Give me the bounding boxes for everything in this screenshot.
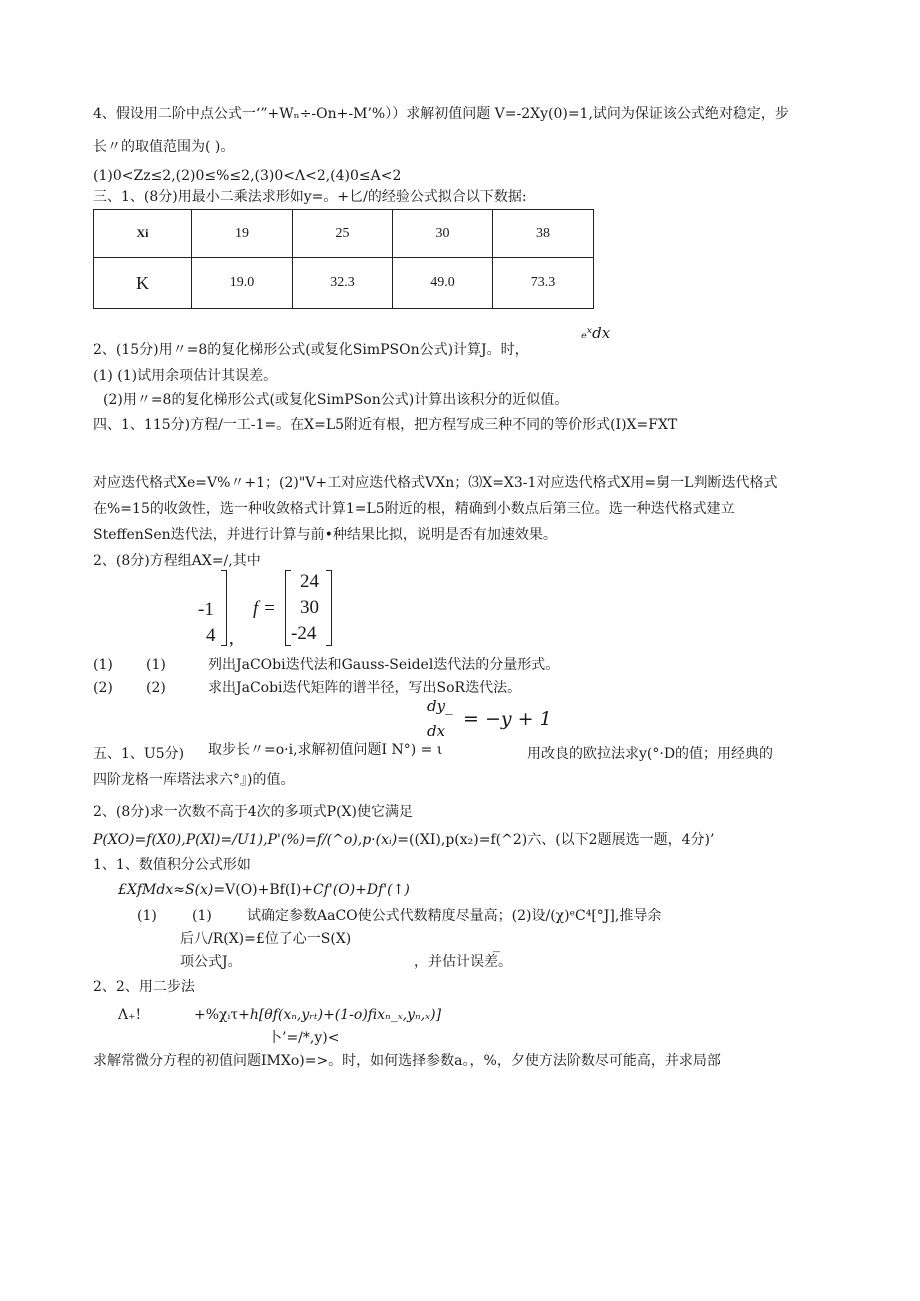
s6-q1-part1-text: 试确定参数AaCO使公式代数精度尽量高；(2)设/(χ)ᵉC⁴[°J],推导余 xyxy=(247,908,662,924)
s4-q2-part2-num2: (2) xyxy=(146,680,166,696)
s6-q1-dash: _ xyxy=(493,937,500,953)
s5-q2-conditions xyxy=(93,831,714,849)
s4-q2-part1-num: (1) xyxy=(93,657,113,673)
s6-q2-formula xyxy=(194,1006,441,1024)
table-row xyxy=(94,210,594,258)
matrix-comma: , xyxy=(229,628,234,649)
s4-q1-title: 四、1、115分)方程/一工-1=。在X=L5附近有根，把方程写成三种不同的等价形式(I)X=FXT xyxy=(93,417,678,433)
table-row xyxy=(94,258,594,309)
integral-integrand: ₑˣdx xyxy=(581,324,611,342)
s6-q2-formula-d: 卜’=/*,y)< xyxy=(268,1030,340,1046)
table-cell: 49.0 xyxy=(393,258,493,309)
vector-f-entry: 24 xyxy=(300,571,319,592)
s6-q1-title: 1、1、数值积分公式形如 xyxy=(93,857,251,873)
s5-q1-text-2: 用改良的欧拉法求y(°·D的值；用经典的 xyxy=(527,746,774,762)
table-cell: 19.0 xyxy=(192,258,293,309)
s4-q1-para-3: SteffenSen迭代法，并进行计算与前•种结果比拟，说明是否有加速效果。 xyxy=(93,527,557,543)
s6-q1-remainder: 后八/R(X)=£位了心一S(X) xyxy=(180,931,352,947)
vector-f-label: f = xyxy=(253,598,276,619)
table-cell: 25 xyxy=(293,210,393,258)
s3-q2-part1: (1) (1)试用余项估计其误差。 xyxy=(93,368,278,384)
s4-q1-para-2: 在%=15的收敛性，选一种收敛格式计算1=L5附近的根，精确到小数点后第三位。选一种迭代格式建立 xyxy=(93,501,735,517)
s6-q1-formula xyxy=(118,881,410,899)
vector-f-entry: -24 xyxy=(291,623,317,644)
table-cell: 32.3 xyxy=(293,258,393,309)
ode-rhs: = −y + 1 xyxy=(463,708,552,730)
s4-q2-title: 2、(8分)方程组AX=/,其中 xyxy=(93,553,261,569)
s6-q2-formula-c: h[θf(xₙ,yᵣₜ)+(1-o)fixₙ_ₓ,yₙ,ₓ)] xyxy=(249,1007,442,1023)
s5-q1-text-3: 四阶龙格一库塔法求六°』)的值。 xyxy=(93,772,295,788)
s4-q2-part1-text: 列出JaCObi迭代法和Gauss-Seidel迭代法的分量形式。 xyxy=(208,657,560,673)
s6-q1-formula-a: £XfMdx≈S(x)= xyxy=(118,882,226,898)
ode-dx: dx xyxy=(427,722,446,740)
q4-line-1: 4、假设用二阶中点公式一‘”+Wₙ÷-On+-M’%））求解初值问题 V=-2Xy(0)=1,试问为保证该公式绝对稳定，步 xyxy=(93,106,789,122)
s3-q2-part2: (2)用〃=8的复化梯形公式(或复化SimPSon公式)计算出该积分的近似值。 xyxy=(103,392,569,408)
matrix-a-entry: 4 xyxy=(206,625,216,646)
s6-q1-part1-num2: (1) xyxy=(192,908,212,924)
table-cell: 73.3 xyxy=(493,258,594,309)
s5-q1-label: 五、1、U5分) xyxy=(93,746,185,762)
s6-q1-remainder-3: ，并估计误差。 xyxy=(414,954,512,970)
matrix-a-right-bracket xyxy=(221,570,227,646)
s6-q2-formula-b: +%χᵢτ+ xyxy=(194,1007,250,1023)
table-cell: 38 xyxy=(493,210,594,258)
s6-q2-last-line: 求解常微分方程的初值问题IMXo)=>。时，如何选择参数a。，%，夕使方法阶数尽可能高，并求局部 xyxy=(93,1053,721,1069)
matrix-a-entry: -1 xyxy=(198,599,214,620)
s4-q1-para-1: 对应迭代格式Xe=V%〃+1；(2)"V+工对应迭代格式VXn；⑶X=X3-1对应迭代格式X用=舅一L判断迭代格式 xyxy=(93,475,778,491)
s5-q2-conditions-a: P(XO)=f(X0),P(Xl)=/U1),P'(%)=f/(^o),p·(xᵢ)= xyxy=(93,832,409,848)
table-cell: 19 xyxy=(192,210,293,258)
s6-q1-remainder-2: 项公式J。 xyxy=(180,954,242,970)
s4-q2-part1-num2: (1) xyxy=(146,657,166,673)
s6-q2-title: 2、2、用二步法 xyxy=(93,979,195,995)
data-table xyxy=(93,209,594,309)
s5-q2-title: 2、(8分)求一次数不高于4次的多项式P(X)使它满足 xyxy=(93,804,413,820)
s6-q1-part1-num: (1) xyxy=(137,908,157,924)
q4-line-2: 长〃的取值范围为( )。 xyxy=(93,139,235,155)
vector-f-right-bracket xyxy=(326,570,332,646)
s4-q2-part2-text: 求出JaCobi迭代矩阵的谱半径，写出SoR迭代法。 xyxy=(208,680,522,696)
s6-q2-formula-a: Λ₊! xyxy=(118,1007,142,1023)
s4-q2-part2-num: (2) xyxy=(93,680,113,696)
vector-f-entry: 30 xyxy=(300,597,319,618)
ode-dy: dy_ xyxy=(427,697,453,715)
s6-q1-formula-b: V(O)+Bf(I)+ xyxy=(225,882,314,898)
s6-q1-formula-c: Cf'(O)+Df'(↑) xyxy=(313,882,410,898)
table-cell: Xi xyxy=(94,210,192,258)
s3-q2-title: 2、(15分)用〃=8的复化梯形公式(或复化SimPSOn公式)计算J。时， xyxy=(93,342,529,358)
table-cell: 30 xyxy=(393,210,493,258)
q4-options: (1)0<Zz≤2,(2)0≤%≤2,(3)0<Λ<2,(4)0≤A<2 xyxy=(93,168,402,184)
table-cell: K xyxy=(94,258,192,309)
s5-q2-conditions-b: ((XI),p(x₂)=f(^2)六、(以下2题展选一题，4分)’ xyxy=(409,832,715,848)
s3-q1-title: 三、1、(8分)用最小二乘法求形如y=。+匕/的经验公式拟合以下数据: xyxy=(93,189,527,205)
s5-q1-text: 取步长〃=o·i,求解初值问题I N°) = ι xyxy=(208,742,443,758)
